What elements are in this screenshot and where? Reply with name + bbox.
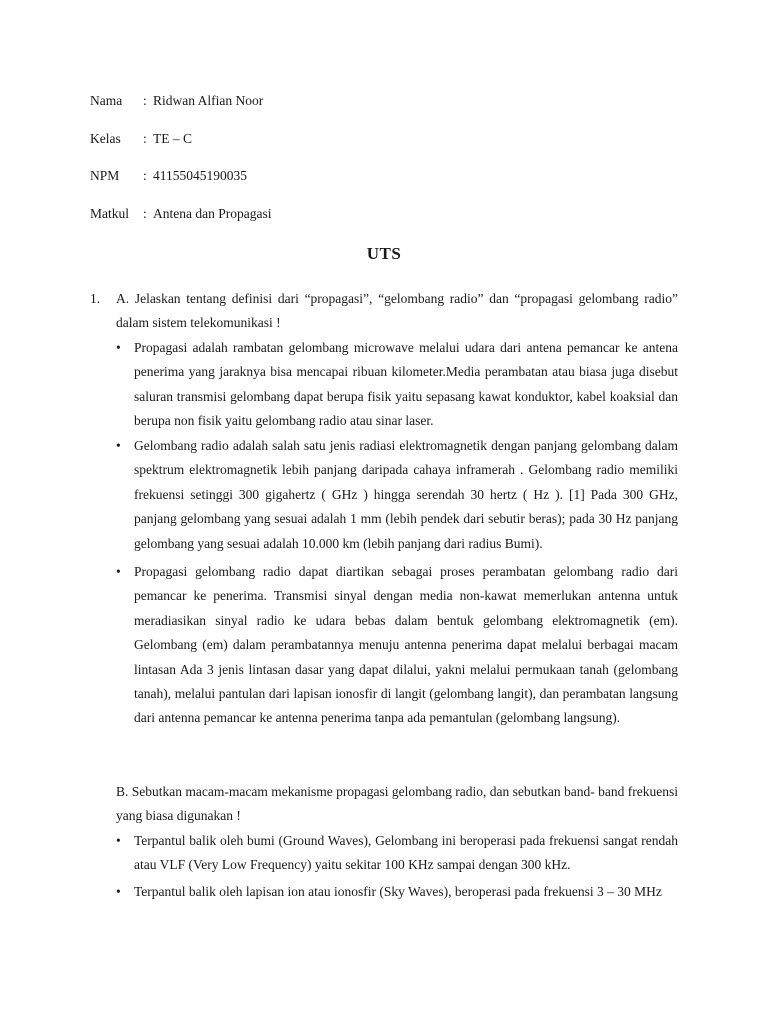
field-value: 41155045190035 <box>153 168 247 183</box>
bullet-icon: • <box>116 340 121 355</box>
question-b-text: B. Sebutkan macam-macam mekanisme propagasi gelombang radio, dan sebutkan band- band frekuensi yang biasa digunakan ! <box>116 784 678 824</box>
field-value: Ridwan Alfian Noor <box>153 93 264 108</box>
list-item-text: Terpantul balik oleh lapisan ion atau ionosfir (Sky Waves), beroperasi pada frekuensi 3 – 30 MHz <box>134 884 662 899</box>
field-matkul <box>90 206 271 222</box>
field-nama <box>90 93 263 109</box>
bullet-icon: • <box>116 438 121 453</box>
bullet-icon: • <box>116 564 121 579</box>
question-number: 1. <box>90 291 101 306</box>
field-npm <box>90 168 247 184</box>
field-label: Kelas <box>90 131 121 146</box>
field-label: Matkul <box>90 206 129 221</box>
field-colon: : <box>143 206 147 221</box>
field-value: TE – C <box>153 131 192 146</box>
field-label: NPM <box>90 168 120 183</box>
field-colon: : <box>143 93 147 108</box>
page-title: UTS <box>366 244 402 263</box>
field-colon: : <box>143 131 147 146</box>
list-item-text: Propagasi gelombang radio dapat diartikan sebagai proses perambatan gelombang radio dari pemancar ke penerima. Transmisi sinyal dengan media non-kawat memerlukan antenna untuk meradiasikan sinyal radio ke udara bebas dalam bentuk gelombang elektromagnetik (em). Gelombang (em) dalam perambatannya menuju antenna penerima dapat melalui berbagai macam lintasan Ada 3 jenis lintasan dasar yang dapat dilalui, yakni melalui permukaan tanah (gelombang tanah), melalui pantulan dari lapisan ionosfir di langit (gelombang langit), dan perambatan langsung dari antenna pemancar ke antenna penerima tanpa ada pemantulan (gelombang langsung). <box>134 564 678 726</box>
bullet-icon: • <box>116 833 121 848</box>
list-item-text: Terpantul balik oleh bumi (Ground Waves), Gelombang ini beroperasi pada frekuensi sangat rendah atau VLF (Very Low Frequency) yaitu sekitar 100 KHz sampai dengan 300 kHz. <box>134 833 678 873</box>
bullet-icon: • <box>116 884 121 899</box>
field-value: Antena dan Propagasi <box>153 206 272 221</box>
list-item-text: Gelombang radio adalah salah satu jenis radiasi elektromagnetik dengan panjang gelombang dalam spektrum elektromagnetik lebih panjang daripada cahaya inframerah . Gelombang radio memiliki frekuensi setinggi 300 gigahertz ( GHz ) hingga serendah 30 hertz ( Hz ). [1] Pada 300 GHz, panjang gelombang yang sesuai adalah 1 mm (lebih pendek dari sebutir beras); pada 30 Hz panjang gelombang yang sesuai adalah 10.000 km (lebih panjang dari radius Bumi). <box>134 438 678 551</box>
list-item-text: Propagasi adalah rambatan gelombang microwave melalui udara dari antena pemancar ke antena penerima yang jaraknya bisa mencapai ribuan kilometer.Media perambatan atau biasa juga disebut saluran transmisi gelombang dapat berupa fisik yaitu sepasang kawat konduktor, kabel koaksial dan berupa non fisik yaitu gelombang radio atau sinar laser. <box>134 340 678 429</box>
field-colon: : <box>143 168 147 183</box>
field-label: Nama <box>90 93 123 108</box>
question-a-text: A. Jelaskan tentang definisi dari “propagasi”, “gelombang radio” dan “propagasi gelombang radio” dalam sistem telekomunikasi ! <box>116 291 678 331</box>
field-kelas <box>90 131 192 147</box>
